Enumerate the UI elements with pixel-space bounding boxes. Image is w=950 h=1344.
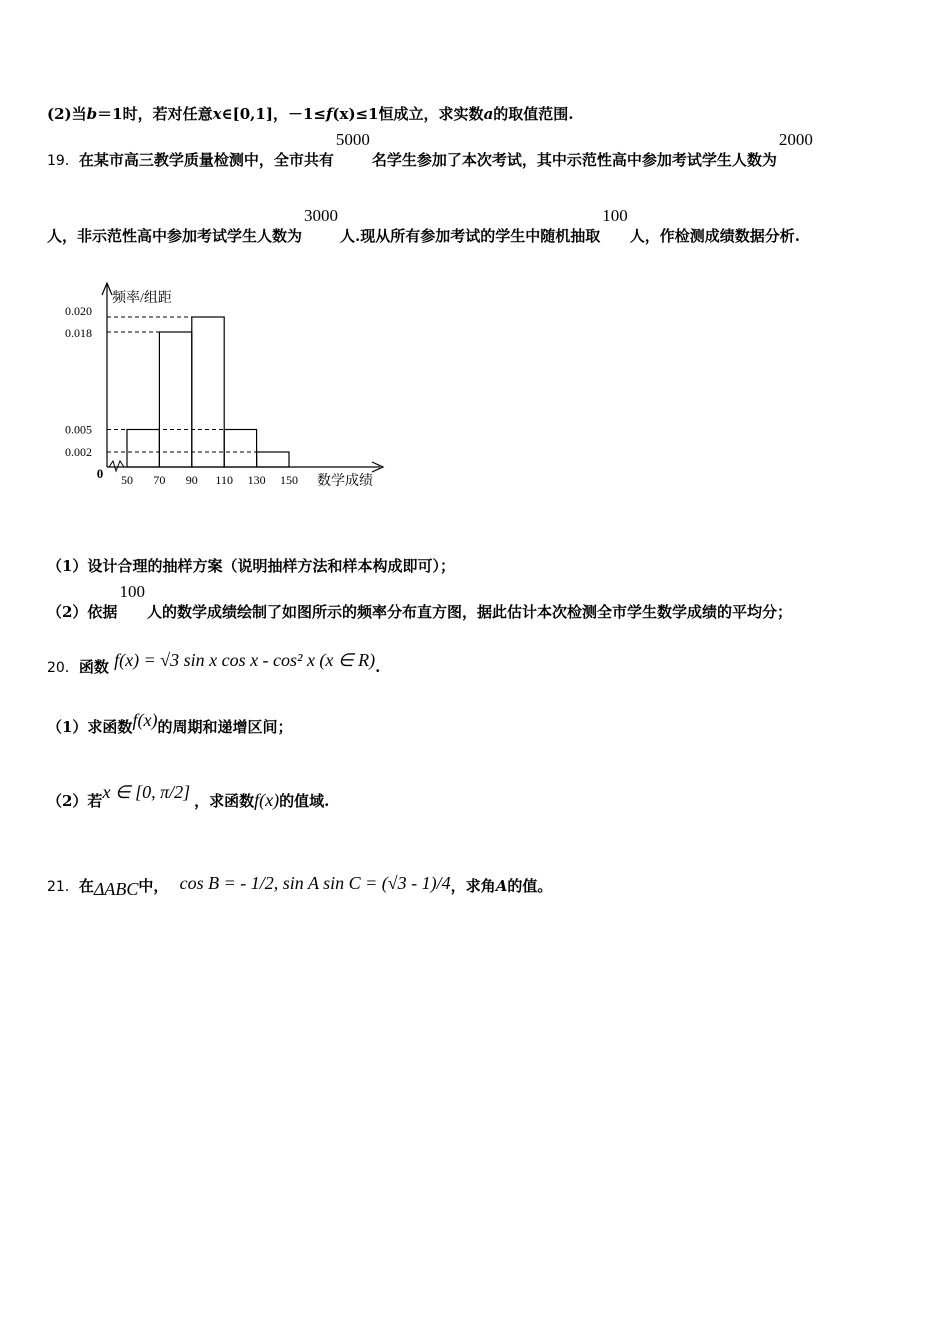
q18-part2-label: (2)当: [47, 105, 87, 123]
q20-text1: 函数: [78, 658, 109, 676]
q20-part2: [47, 782, 330, 811]
q19-n-demo: 2000: [778, 130, 813, 149]
q21-formula: cos B = - 1/2, sin A sin C = (√3 - 1)/4: [179, 873, 451, 893]
q20-part2-c: 的值域.: [279, 792, 330, 810]
x-tick-label: 110: [215, 473, 233, 487]
x-axis-label: 数学成绩: [317, 474, 373, 489]
q19-line2: [47, 206, 800, 246]
q18-cond: ≤1恒成立，求实数: [355, 105, 484, 123]
q19-part2-a: （2）依据: [47, 603, 118, 621]
histogram-bar: [159, 332, 191, 467]
origin-label: 0: [96, 466, 104, 481]
q20-end: .: [375, 658, 381, 676]
q19-n-nondemo: 3000: [304, 206, 339, 225]
y-tick-label: 0.002: [65, 445, 92, 459]
q19-part2: [47, 582, 792, 622]
q19-line1: [47, 130, 815, 170]
q19-part1-text: （1）设计合理的抽样方案（说明抽样方法和样本构成即可）；: [47, 557, 455, 575]
q19-text5: 人，作检测成绩数据分析.: [629, 227, 800, 245]
axis-break: [109, 461, 124, 471]
q19-text1: 在某市高三教学质量检测中，全市共有: [78, 151, 334, 169]
q21-text3: ，求角: [450, 877, 496, 895]
q20-part2-range: x ∈ [0, π/2]: [102, 782, 191, 802]
histogram-bar: [224, 430, 256, 468]
q20-number: 20．: [47, 660, 79, 676]
x-tick-label: 130: [247, 473, 266, 487]
q18-a-var: a: [483, 105, 494, 123]
x-tick-label: 50: [121, 473, 133, 487]
y-axis-label: 频率/组距: [112, 291, 172, 306]
y-tick-label: 0.020: [65, 304, 92, 318]
q19-n-sample: 100: [602, 206, 628, 225]
q19-part2-b: 人的数学成绩绘制了如图所示的频率分布直方图，据此估计本次检测全市学生数学成绩的平均分；: [146, 603, 792, 621]
histogram-bar: [127, 430, 159, 468]
q19-part2-n: 100: [119, 582, 145, 601]
q18-b-eq: ＝1时，若对任意: [97, 105, 213, 123]
q18-x2: (x): [332, 105, 356, 123]
q20-part2-a: （2）若: [47, 792, 103, 810]
q20-part2-f: f(x): [254, 790, 280, 810]
q21-text4: 的值。: [507, 877, 553, 895]
q21-text2: 中，: [138, 877, 169, 895]
q19-part1: [47, 555, 455, 576]
q21-triangle: ΔABC: [93, 879, 139, 899]
q19-number: 19．: [47, 153, 79, 169]
q20-formula: f(x) = √3 sin x cos x - cos² x (x ∈ R): [114, 650, 376, 670]
q20-part1-a: （1）求函数: [47, 718, 133, 736]
q21-number: 21．: [47, 879, 79, 895]
q21-line: [47, 873, 553, 899]
q21-A: A: [495, 877, 508, 895]
y-tick-label: 0.018: [65, 326, 92, 340]
histogram-bar: [257, 452, 289, 467]
q20-part1-b: 的周期和递增区间；: [157, 718, 293, 736]
q20-part1: [47, 710, 293, 737]
frequency-histogram: [40, 275, 400, 500]
q18-b-var: b: [86, 105, 98, 123]
q18-f: f: [325, 105, 333, 123]
x-tick-label: 150: [280, 473, 298, 487]
q19-text3: 人，非示范性高中参加考试学生人数为: [47, 227, 303, 245]
histogram-bar: [192, 317, 224, 467]
q18-interval: ∈[0,1]，－1≤: [221, 105, 326, 123]
q19-text4: 人.现从所有参加考试的学生中随机抽取: [340, 227, 601, 245]
q18-part2-line: [47, 103, 574, 124]
q20-line: [47, 650, 381, 677]
q18-x-var: x: [212, 105, 222, 123]
q18-tail: 的取值范围.: [493, 105, 574, 123]
q19-n-total: 5000: [335, 130, 370, 149]
q19-text2: 名学生参加了本次考试，其中示范性高中参加考试学生人数为: [371, 151, 777, 169]
x-tick-label: 70: [153, 473, 166, 487]
y-tick-label: 0.005: [65, 422, 92, 437]
q20-part1-f: f(x): [132, 710, 158, 730]
q20-part2-b: ，求函数: [194, 792, 255, 810]
x-tick-label: 90: [185, 473, 198, 487]
q21-text1: 在: [78, 877, 94, 895]
